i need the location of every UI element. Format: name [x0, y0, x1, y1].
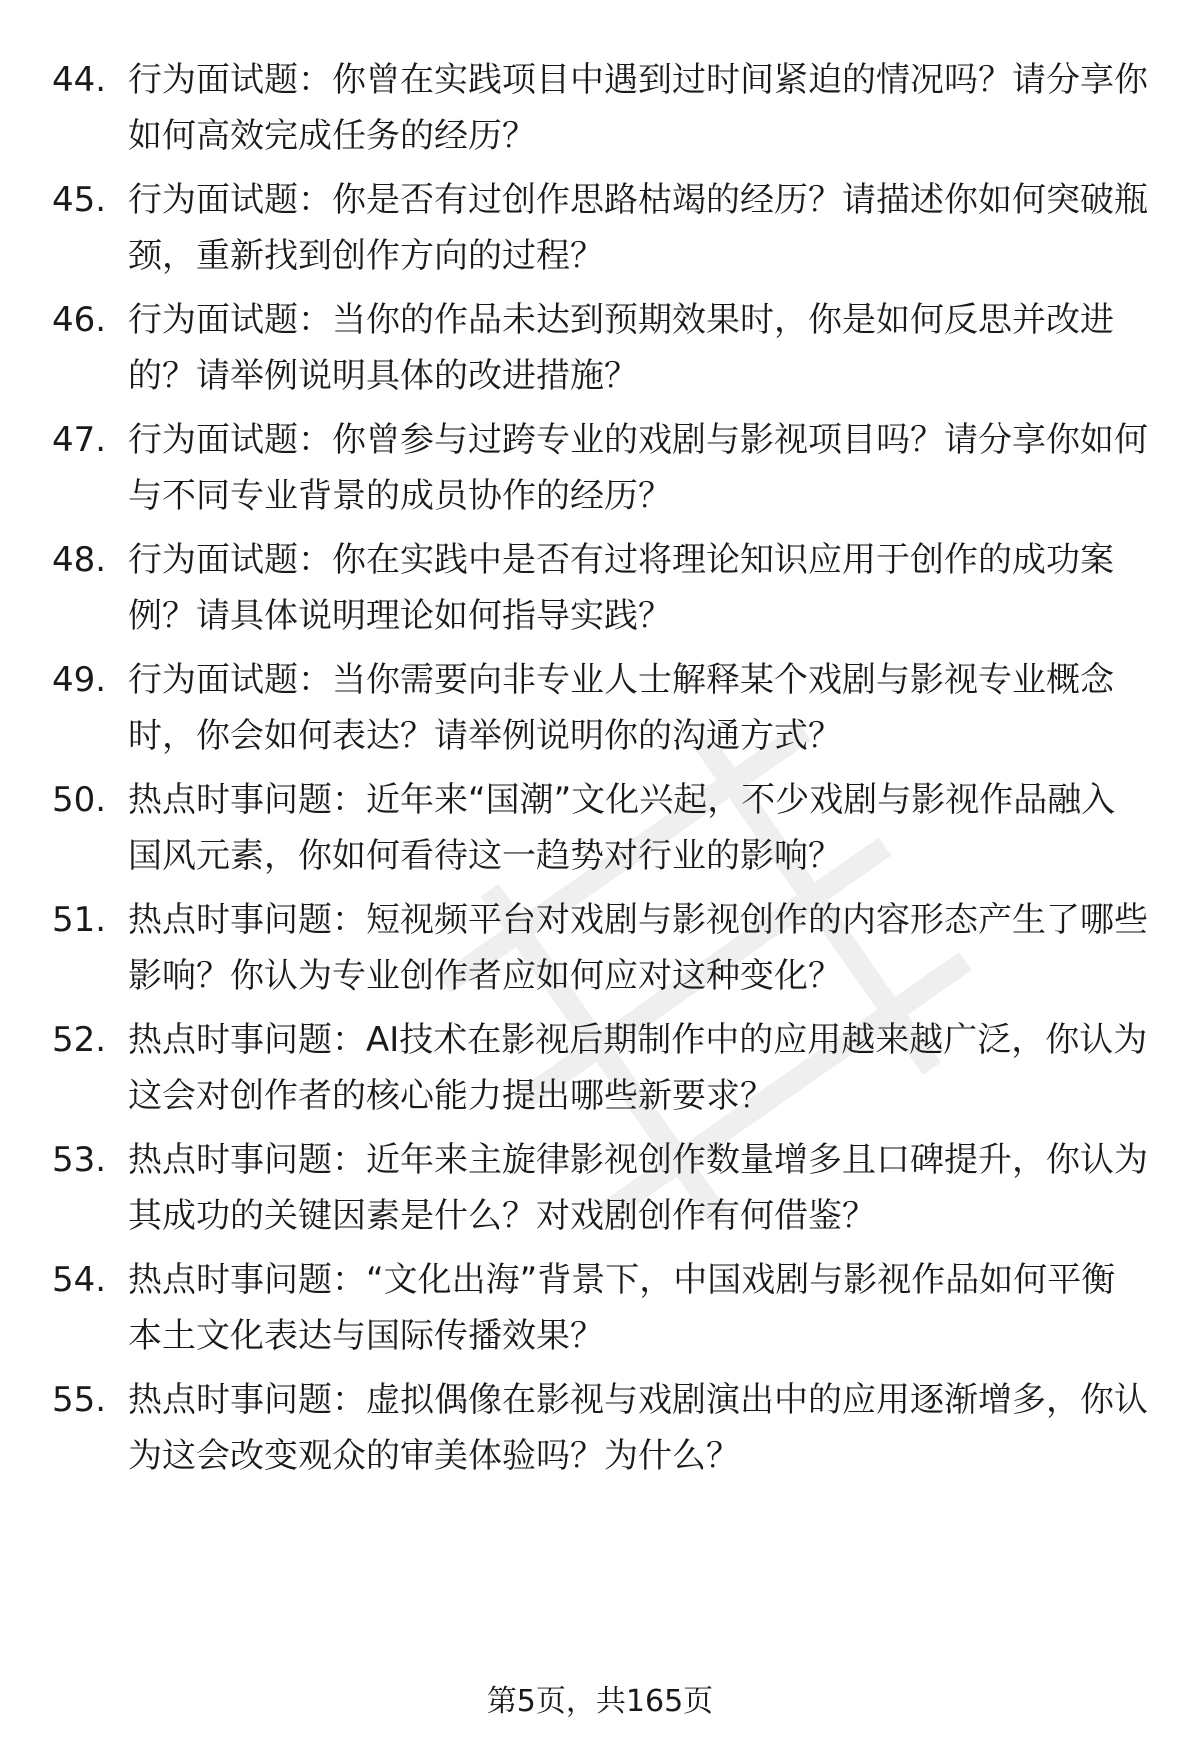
question-item — [52, 1132, 1152, 1252]
question-number: 45. — [52, 180, 107, 220]
question-number: 44. — [52, 60, 107, 100]
question-number: 54. — [52, 1260, 107, 1300]
question-text: 热点时事问题：近年来主旋律影视创作数量增多且口碑提升，你认为其成功的关键因素是什么？对戏剧创作有何借鉴？ — [128, 1140, 1148, 1236]
question-item — [52, 892, 1152, 1012]
question-number: 55. — [52, 1380, 107, 1420]
question-item — [52, 652, 1152, 772]
question-text: 热点时事问题：虚拟偶像在影视与戏剧演出中的应用逐渐增多，你认为这会改变观众的审美体验吗？为什么？ — [128, 1380, 1148, 1476]
question-item — [52, 52, 1152, 172]
question-item — [52, 1012, 1152, 1132]
question-item — [52, 292, 1152, 412]
question-number: 49. — [52, 660, 107, 700]
question-number: 48. — [52, 540, 107, 580]
question-text: 行为面试题：当你的作品未达到预期效果时，你是如何反思并改进的？请举例说明具体的改进措施？ — [128, 300, 1114, 396]
page-number-footer: 第5页，共165页 — [486, 1684, 714, 1719]
question-item — [52, 1252, 1152, 1372]
question-text: 行为面试题：你是否有过创作思路枯竭的经历？请描述你如何突破瓶颈，重新找到创作方向的过程？ — [128, 180, 1148, 276]
question-text: 热点时事问题：近年来“国潮”文化兴起，不少戏剧与影视作品融入国风元素，你如何看待这一趋势对行业的影响？ — [128, 780, 1116, 876]
question-item — [52, 412, 1152, 532]
question-text: 热点时事问题：AI技术在影视后期制作中的应用越来越广泛，你认为这会对创作者的核心能力提出哪些新要求？ — [128, 1020, 1148, 1116]
question-text: 行为面试题：你曾参与过跨专业的戏剧与影视项目吗？请分享你如何与不同专业背景的成员协作的经历？ — [128, 420, 1148, 516]
question-text: 热点时事问题：短视频平台对戏剧与影视创作的内容形态产生了哪些影响？你认为专业创作者应如何应对这种变化？ — [128, 900, 1148, 996]
question-text: 热点时事问题：“文化出海”背景下，中国戏剧与影视作品如何平衡本土文化表达与国际传播效果？ — [128, 1260, 1116, 1356]
question-item — [52, 532, 1152, 652]
question-number: 51. — [52, 900, 107, 940]
question-text: 行为面试题：你在实践中是否有过将理论知识应用于创作的成功案例？请具体说明理论如何指导实践？ — [128, 540, 1114, 636]
question-item — [52, 772, 1152, 892]
question-item — [52, 1372, 1152, 1492]
question-number: 53. — [52, 1140, 107, 1180]
question-number: 47. — [52, 420, 107, 460]
question-number: 46. — [52, 300, 107, 340]
question-item — [52, 172, 1152, 292]
question-number: 52. — [52, 1020, 107, 1060]
question-text: 行为面试题：当你需要向非专业人士解释某个戏剧与影视专业概念时，你会如何表达？请举例说明你的沟通方式？ — [128, 660, 1114, 756]
question-text: 行为面试题：你曾在实践项目中遇到过时间紧迫的情况吗？请分享你如何高效完成任务的经历？ — [128, 60, 1148, 156]
question-number: 50. — [52, 780, 107, 820]
